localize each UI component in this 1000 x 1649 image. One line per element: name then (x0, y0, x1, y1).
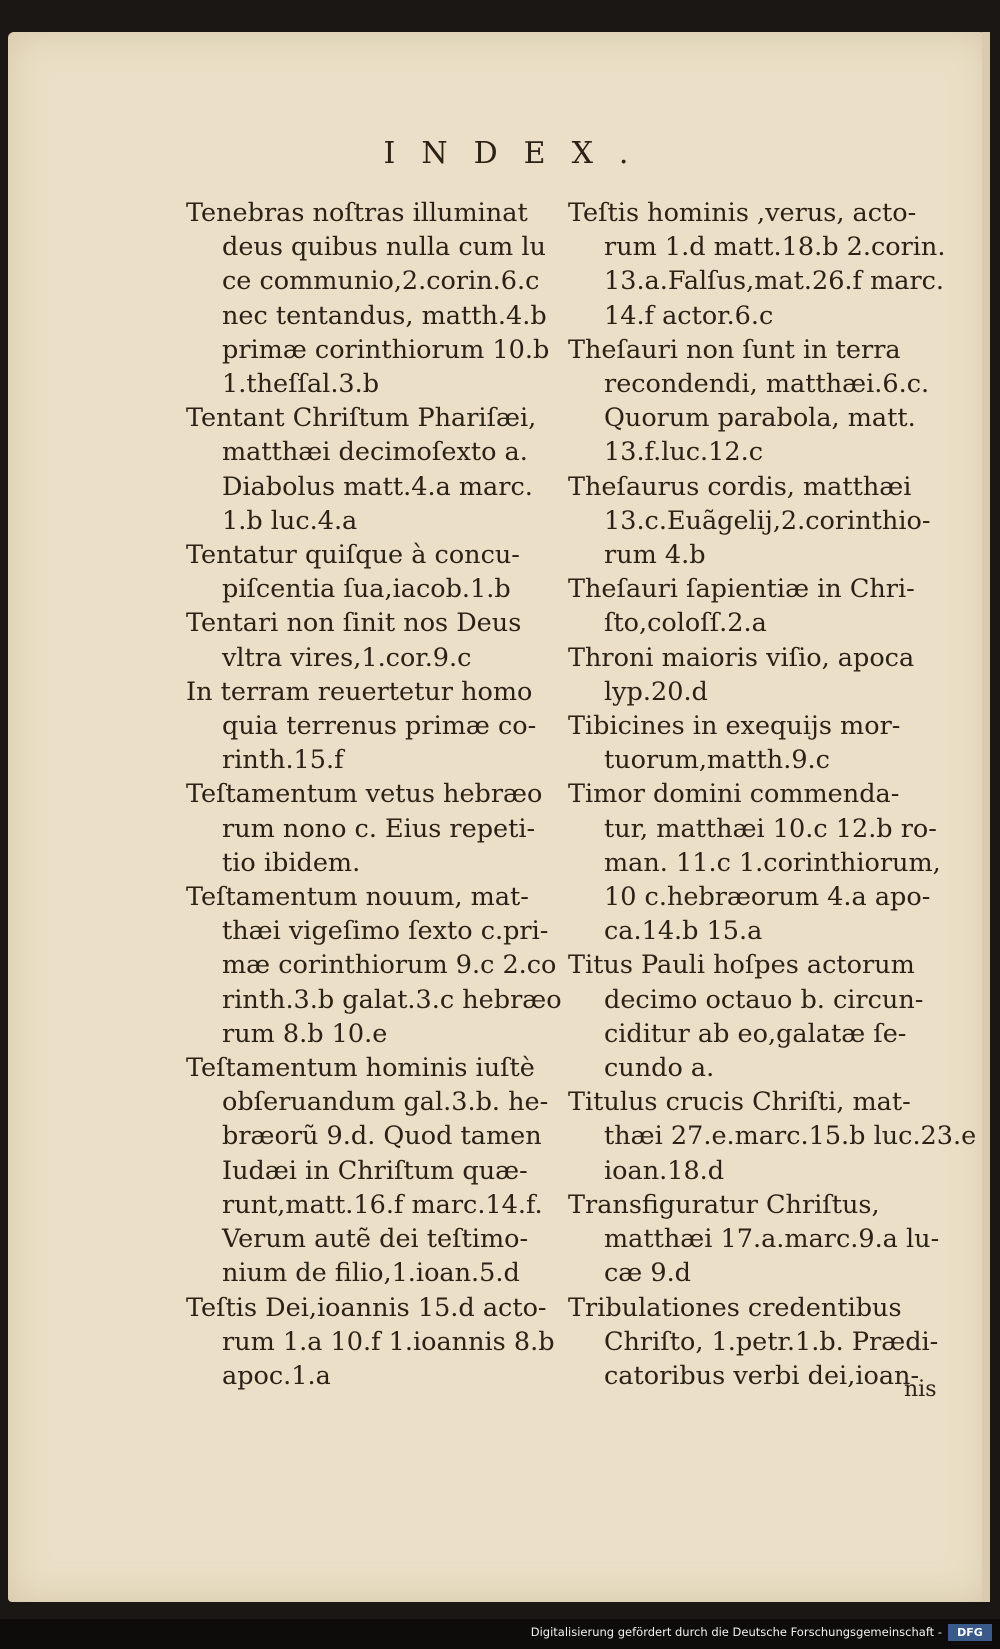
entry-line: thæi vigeſimo ſexto c.pri- (222, 916, 549, 947)
entry-line: ce communio,2.corin.6.c (222, 266, 540, 297)
entry-line: Chriſto, 1.petr.1.b. Prædi- (604, 1326, 939, 1357)
entry-line: Theſaurus cordis, matthæi (568, 471, 912, 502)
entry-line: Theſauri non ſunt in terra (568, 334, 901, 365)
entry-line: 14.f actor.6.c (604, 300, 774, 331)
index-entry (186, 1291, 586, 1394)
index-entry (186, 675, 586, 778)
entry-line: nium de filio,1.ioan.5.d (222, 1258, 520, 1289)
index-entry (186, 401, 586, 538)
index-entry (186, 196, 586, 401)
entry-line: rum nono c. Eius repeti- (222, 813, 536, 844)
index-entry (186, 1051, 586, 1290)
entry-line: Titus Pauli hoſpes actorum (568, 950, 915, 981)
entry-line: 13.c.Euãgelij,2.corinthio- (604, 505, 931, 536)
index-entry (568, 709, 964, 777)
entry-line: nec tentandus, matth.4.b (222, 300, 547, 331)
entry-line: Teſtamentum nouum, mat- (186, 882, 529, 913)
page-edge (982, 32, 990, 1602)
digitization-credit: Digitalisierung gefördert durch die Deutsche Forschungsgemeinschaft - (530, 1625, 942, 1639)
entry-line: bræorũ 9.d. Quod tamen (222, 1121, 542, 1152)
entry-line: tio ibidem. (222, 847, 361, 878)
entry-line: piſcentia ſua,iacob.1.b (222, 574, 511, 605)
entry-line: Teſtamentum hominis iuſtè (186, 1053, 535, 1084)
book-page (8, 32, 990, 1602)
index-entry (568, 1188, 964, 1291)
entry-line: Verum autẽ dei teſtimo- (222, 1224, 529, 1255)
entry-line: thæi 27.e.marc.15.b luc.23.e (604, 1121, 977, 1152)
entry-line: Tentant Chriſtum Phariſæi, (186, 403, 537, 434)
entry-line: Titulus crucis Chriſti, mat- (568, 1087, 911, 1118)
entry-line: Theſauri ſapientiæ in Chri- (568, 574, 915, 605)
entry-line: deus quibus nulla cum lu (222, 232, 546, 263)
entry-line: catoribus verbi dei,ioan- (604, 1360, 920, 1391)
entry-line: In terram reuertetur homo (186, 676, 533, 707)
entry-line: Quorum parabola, matt. (604, 403, 916, 434)
entry-line: rum 8.b 10.e (222, 1018, 388, 1049)
entry-line: rum 1.d matt.18.b 2.corin. (604, 232, 946, 263)
index-entry (568, 1085, 977, 1188)
entry-line: Transfiguratur Chriſtus, (568, 1189, 880, 1220)
entry-line: lyp.20.d (604, 676, 708, 707)
entry-line: apoc.1.a (222, 1360, 331, 1391)
index-entry (186, 538, 586, 606)
index-entry (568, 196, 964, 333)
entry-line: tur, matthæi 10.c 12.b ro- (604, 813, 937, 844)
index-entry (186, 606, 586, 674)
entry-line: rum 4.b (604, 540, 706, 571)
entry-line: Tribulationes credentibus (568, 1292, 902, 1323)
entry-line: recondendi, matthæi.6.c. (604, 369, 930, 400)
index-entry (568, 948, 964, 1085)
entry-line: ſto,coloſſ.2.a (604, 608, 767, 639)
entry-line: cæ 9.d (604, 1258, 692, 1289)
index-column-right (568, 196, 977, 1393)
index-entry (568, 333, 964, 470)
index-entry (568, 641, 964, 709)
index-entry (568, 777, 964, 948)
entry-line: 13.a.Falſus,mat.26.f marc. (604, 266, 945, 297)
index-entry (568, 470, 964, 573)
entry-line: mæ corinthiorum 9.c 2.co (222, 950, 557, 981)
entry-line: 13.f.luc.12.c (604, 437, 763, 468)
entry-line: Tenebras noſtras illuminat (186, 198, 528, 228)
entry-line: cundo a. (604, 1053, 715, 1084)
entry-line: Tentari non ſinit nos Deus (186, 608, 522, 639)
entry-line: runt,matt.16.f marc.14.f. (222, 1189, 543, 1220)
index-column-left (186, 196, 586, 1393)
index-entry (186, 880, 586, 1051)
entry-line: primæ corinthiorum 10.b (222, 334, 550, 365)
entry-line: 10 c.hebræorum 4.a apo- (604, 882, 931, 913)
entry-line: Tibicines in exequijs mor- (568, 711, 901, 742)
entry-line: Timor domini commenda- (568, 779, 900, 810)
entry-line: rinth.3.b galat.3.c hebræo (222, 984, 562, 1015)
entry-line: ca.14.b 15.a (604, 916, 763, 947)
entry-line: 1.theſſal.3.b (222, 369, 380, 400)
entry-line: Tentatur quiſque à concu- (186, 540, 520, 571)
entry-line: vltra vires,1.cor.9.c (222, 642, 472, 673)
entry-line: matthæi 17.a.marc.9.a lu- (604, 1224, 940, 1255)
entry-line: rum 1.a 10.f 1.ioannis 8.b (222, 1326, 555, 1357)
catchword: nis (904, 1377, 937, 1402)
entry-line: Teſtis Dei,ioannis 15.d acto- (186, 1292, 547, 1323)
entry-line: obſeruandum gal.3.b. he- (222, 1087, 549, 1118)
entry-line: decimo octauo b. circun- (604, 984, 924, 1015)
entry-line: rinth.15.f (222, 745, 344, 776)
entry-line: ioan.18.d (604, 1155, 725, 1186)
dfg-logo: DFG (948, 1624, 992, 1641)
entry-line: matthæi decimoſexto a. (222, 437, 528, 468)
entry-line: Diabolus matt.4.a marc. (222, 471, 533, 502)
running-header: INDEX. (383, 136, 655, 171)
index-entry (186, 777, 586, 880)
entry-line: 1.b luc.4.a (222, 505, 358, 536)
index-entry (568, 572, 964, 640)
entry-line: man. 11.c 1.corinthiorum, (604, 847, 941, 878)
entry-line: Iudæi in Chriſtum quæ- (222, 1155, 528, 1186)
footer-band (0, 1619, 1000, 1649)
entry-line: Teſtamentum vetus hebræo (186, 779, 543, 810)
entry-line: quia terrenus primæ co- (222, 711, 537, 742)
entry-line: tuorum,matth.9.c (604, 745, 830, 776)
entry-line: ciditur ab eo,galatæ ſe- (604, 1018, 907, 1049)
entry-line: Teſtis hominis ,verus, acto- (568, 198, 917, 228)
entry-line: Throni maioris viſio, apoca (568, 642, 915, 673)
